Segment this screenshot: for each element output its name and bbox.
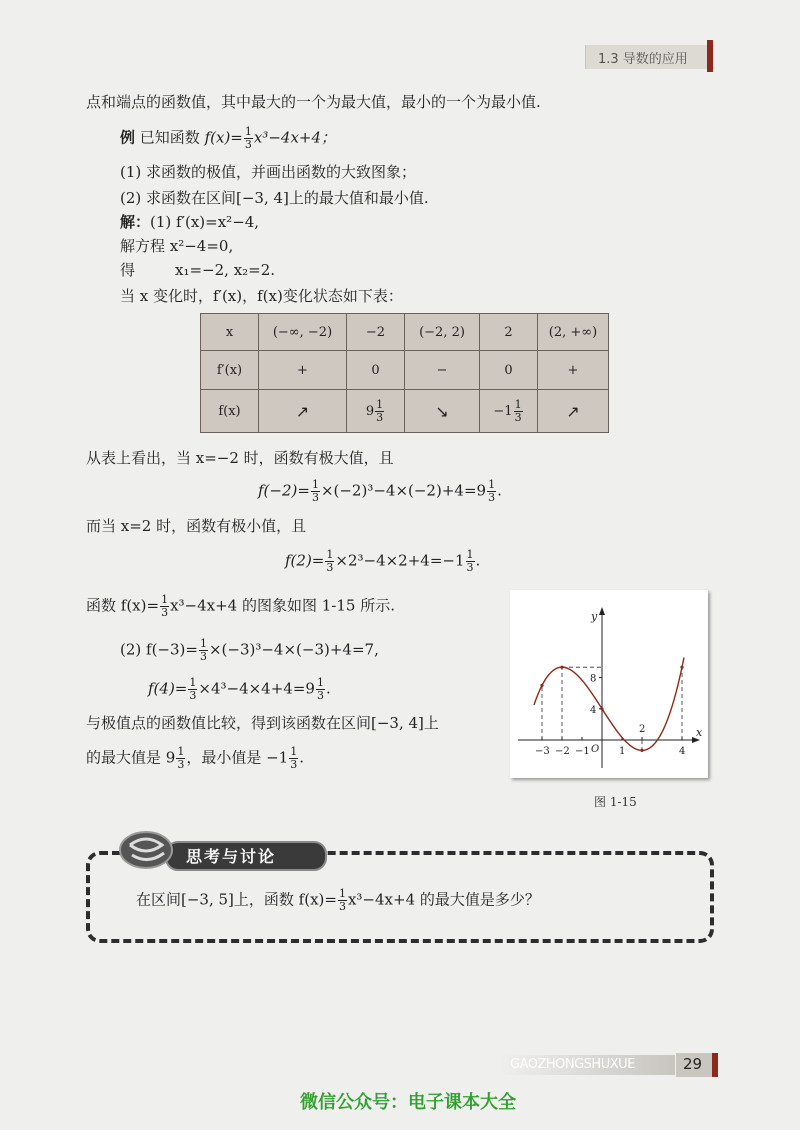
discussion-logo-icon: [118, 829, 178, 871]
paragraph-line: 的最大值是 9 $\frac{1}{3}$ ，最小值是 −1 $\frac{1}{3}$ .: [86, 745, 304, 771]
solution-line-2: 解方程 x²−4=0,: [120, 237, 234, 255]
y-tick-label: 4: [590, 704, 597, 716]
example-statement: [120, 126, 336, 151]
section-title: 1.3 导数的应用: [598, 52, 688, 67]
function-curve: [534, 658, 684, 751]
running-title: GAOZHONGSHUXUE: [510, 1057, 635, 1072]
text-span: (1) f′(x)=x²−4,: [150, 213, 260, 231]
table-cell: +: [259, 351, 347, 390]
y-axis-label: y: [591, 610, 598, 623]
math-span: x₁=−2, x₂=2.: [175, 261, 276, 279]
paragraph-line: 与极值点的函数值比较，得到该函数在区间[−3, 4]上: [86, 714, 439, 732]
x-axis-label: x: [696, 726, 703, 739]
table-cell: x: [201, 314, 259, 351]
equation: f(2)= $\frac{1}{3}$ ×2³−4×2+4=−1 $\frac{1}{3}$ .: [285, 548, 481, 574]
y-axis-arrow: [599, 607, 605, 615]
equation: f(−2)= $\frac{1}{3}$ ×(−2)³−4×(−2)+4=9 $\frac{1}{3}$ .: [258, 478, 502, 504]
curve-point: [560, 666, 563, 669]
curve-point: [680, 666, 683, 669]
header-accent: [707, 40, 713, 72]
solution-line-4: 当 x 变化时，f′(x)，f(x)变化状态如下表：: [120, 287, 403, 305]
table-cell: f′(x): [201, 351, 259, 390]
table-row: [201, 314, 609, 351]
discussion-question: 在区间[−3, 5]上，函数 f(x)= $\frac{1}{3}$ x³−4x+4 的最大值是多少？: [136, 887, 540, 913]
y-tick-label: 8: [590, 673, 597, 685]
page-number: 29: [683, 1055, 703, 1073]
x-tick-label: −1: [575, 746, 590, 757]
text-span: 已知函数: [139, 128, 205, 147]
math-span: x³−4x+4；: [253, 128, 337, 147]
question-1: (1) 求函数的极值，并画出函数的大致图象；: [120, 163, 417, 181]
solution-label: 解：: [120, 213, 151, 231]
text-span: 得: [120, 261, 136, 279]
equation: f(4)= $\frac{1}{3}$ ×4³−4×4+4=9 $\frac{1}{3}$ .: [148, 676, 331, 702]
table-cell: −1 $\frac{1}{3}$: [480, 390, 538, 433]
table-cell: +: [538, 351, 609, 390]
curve-point: [640, 749, 643, 752]
solution-line-3: [120, 260, 275, 280]
table-cell: 2: [480, 314, 538, 351]
x-tick-label: 1: [619, 746, 626, 757]
equation: (2) f(−3)= $\frac{1}{3}$ ×(−3)³−4×(−3)+4=7,: [120, 637, 379, 663]
solution-line-1: [120, 212, 259, 232]
question-2: (2) 求函数在区间[−3, 4]上的最大值和最小值.: [120, 189, 429, 207]
paragraph-line: 从表上看出，当 x=−2 时，函数有极大值，且: [86, 449, 394, 467]
decreasing-arrow-icon: ↘: [405, 390, 480, 433]
function-graph: [510, 590, 708, 778]
x-tick-label: −3: [535, 746, 550, 757]
table-cell: 9 $\frac{1}{3}$: [347, 390, 405, 433]
figure-caption: 图 1-15: [594, 795, 637, 809]
x-tick-label: 2: [639, 724, 646, 735]
table-cell: (−∞, −2): [259, 314, 347, 351]
x-tick-label: 4: [679, 746, 686, 757]
table-cell: (2, +∞): [538, 314, 609, 351]
fraction: $\frac{1}{3}$: [244, 125, 252, 151]
table-cell: 0: [480, 351, 538, 390]
table-cell: f(x): [201, 390, 259, 433]
curve-point: [600, 707, 603, 710]
x-tick-label: −2: [555, 746, 570, 757]
example-label: 例: [120, 128, 136, 147]
origin-label: O: [591, 744, 600, 755]
math-span: f(x)=: [204, 128, 243, 147]
paragraph-line: 而当 x=2 时，函数有极小值，且: [86, 517, 307, 535]
table-row: [201, 351, 609, 390]
table-cell: −: [405, 351, 480, 390]
table-cell: 0: [347, 351, 405, 390]
table-row: [201, 390, 609, 433]
table-cell: −2: [347, 314, 405, 351]
curve-point: [540, 684, 543, 687]
increasing-arrow-icon: ↗: [259, 390, 347, 433]
discussion-title: 思考与讨论: [186, 847, 277, 866]
paragraph-line: 函数 f(x)= $\frac{1}{3}$ x³−4x+4 的图象如图 1-15 所示.: [86, 593, 395, 619]
paragraph-line: 点和端点的函数值，其中最大的一个为最大值，最小的一个为最小值.: [86, 93, 541, 111]
function-graph-figure: [510, 590, 708, 778]
table-cell: (−2, 2): [405, 314, 480, 351]
watermark-text: 微信公众号：电子课本大全: [300, 1092, 516, 1113]
variation-table: [200, 313, 609, 433]
increasing-arrow-icon: ↗: [538, 390, 609, 433]
